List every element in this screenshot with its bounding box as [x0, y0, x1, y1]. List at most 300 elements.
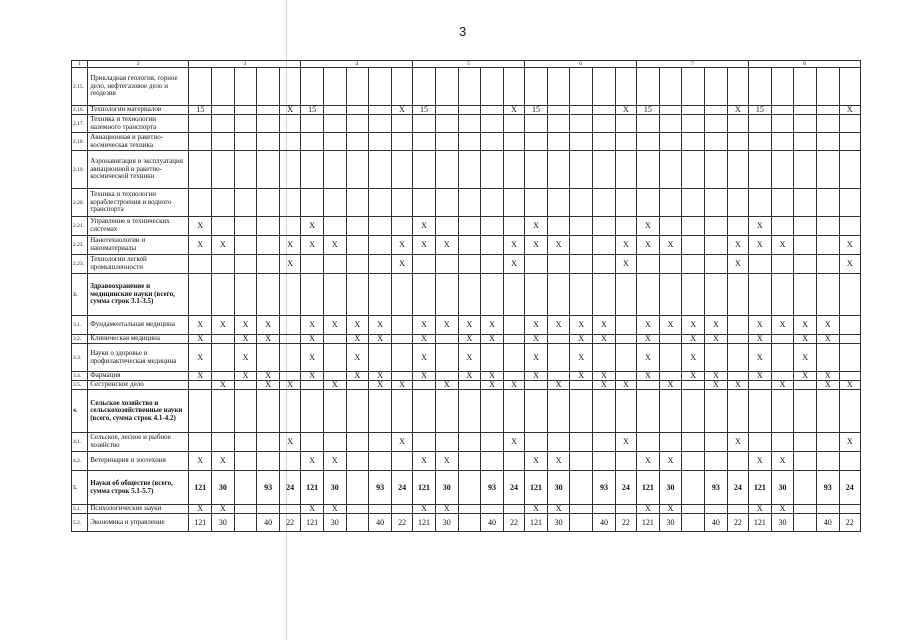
table-cell: [727, 217, 748, 236]
table-cell: [435, 133, 458, 151]
table-cell: [346, 471, 369, 505]
table-cell: X: [615, 236, 636, 255]
table-cell: [435, 115, 458, 133]
table-cell: [301, 433, 324, 452]
table-cell: [705, 344, 728, 372]
table-cell: [189, 433, 212, 452]
table-cell: [503, 151, 524, 189]
table-cell: 24: [839, 471, 860, 505]
table-cell: [839, 274, 860, 316]
table-cell: 22: [615, 514, 636, 532]
table-cell: [391, 274, 412, 316]
table-cell: [323, 151, 346, 189]
table-cell: [839, 372, 860, 381]
row-name: Технологии материалов: [88, 106, 189, 115]
table-cell: [189, 133, 212, 151]
table-cell: [839, 151, 860, 189]
table-cell: [682, 255, 705, 274]
table-cell: [212, 433, 235, 452]
table-cell: [705, 68, 728, 106]
row-name: Сестринское дело: [88, 381, 189, 390]
table-cell: [748, 274, 771, 316]
row-number: 4.2.: [72, 452, 88, 471]
table-cell: X: [301, 372, 324, 381]
table-cell: X: [659, 316, 682, 335]
table-cell: [593, 390, 616, 433]
table-cell: [301, 381, 324, 390]
row-number: 5.1.: [72, 505, 88, 514]
table-cell: [234, 381, 257, 390]
table-cell: X: [637, 344, 660, 372]
row-number: 2.22.: [72, 236, 88, 255]
row-name: Технологии легкой промышленности: [88, 255, 189, 274]
row-number: 3.2.: [72, 335, 88, 344]
table-cell: X: [369, 316, 392, 335]
table-cell: [323, 133, 346, 151]
table-cell: [771, 189, 794, 217]
table-cell: [547, 433, 570, 452]
table-cell: [593, 344, 616, 372]
table-cell: [301, 151, 324, 189]
table-cell: [346, 68, 369, 106]
table-cell: [257, 452, 280, 471]
table-cell: X: [257, 372, 280, 381]
table-cell: X: [525, 344, 548, 372]
table-cell: [280, 505, 301, 514]
table-cell: [771, 344, 794, 372]
table-cell: X: [346, 335, 369, 344]
row-number: 2.18.: [72, 133, 88, 151]
table-cell: [280, 133, 301, 151]
table-cell: [593, 68, 616, 106]
table-row: [72, 381, 861, 390]
table-cell: [234, 106, 257, 115]
row-name: Аэронавигация и эксплуатация авиационной и ракетно-космической техники: [88, 151, 189, 189]
table-cell: X: [839, 236, 860, 255]
table-row: [72, 344, 861, 372]
table-cell: [659, 115, 682, 133]
table-row: [72, 217, 861, 236]
table-cell: [615, 344, 636, 372]
table-cell: [570, 236, 593, 255]
table-cell: X: [212, 452, 235, 471]
table-cell: [593, 433, 616, 452]
table-cell: [481, 452, 504, 471]
table-row: [72, 433, 861, 452]
table-cell: X: [794, 316, 817, 335]
table-cell: [682, 133, 705, 151]
table-cell: [794, 217, 817, 236]
table-cell: [794, 390, 817, 433]
table-cell: [637, 390, 660, 433]
table-cell: [659, 372, 682, 381]
table-cell: [435, 390, 458, 433]
table-cell: X: [189, 236, 212, 255]
table-cell: [323, 217, 346, 236]
table-cell: 93: [481, 471, 504, 505]
table-cell: X: [547, 505, 570, 514]
table-cell: [593, 505, 616, 514]
table-cell: [659, 68, 682, 106]
table-cell: X: [705, 381, 728, 390]
table-cell: [257, 189, 280, 217]
table-cell: X: [234, 335, 257, 344]
table-header-row: [72, 61, 861, 68]
table-row: [72, 390, 861, 433]
table-cell: [346, 236, 369, 255]
table-cell: 24: [615, 471, 636, 505]
table-cell: [771, 390, 794, 433]
table-cell: [547, 115, 570, 133]
row-name: Психологические науки: [88, 505, 189, 514]
table-cell: [435, 344, 458, 372]
table-cell: [547, 274, 570, 316]
table-cell: X: [593, 372, 616, 381]
table-cell: [682, 505, 705, 514]
row-number: 3.5.: [72, 381, 88, 390]
table-cell: [727, 390, 748, 433]
table-cell: [705, 151, 728, 189]
table-cell: [323, 372, 346, 381]
table-cell: [615, 390, 636, 433]
column-header: 5: [413, 61, 525, 68]
table-cell: [659, 433, 682, 452]
table-cell: [369, 189, 392, 217]
table-cell: 121: [637, 514, 660, 532]
table-cell: [570, 115, 593, 133]
table-cell: [234, 68, 257, 106]
table-cell: [794, 106, 817, 115]
table-cell: [727, 68, 748, 106]
table-cell: 15: [637, 106, 660, 115]
table-cell: X: [525, 236, 548, 255]
table-cell: [481, 255, 504, 274]
table-cell: X: [458, 316, 481, 335]
table-cell: [570, 217, 593, 236]
table-cell: [458, 106, 481, 115]
table-cell: [234, 471, 257, 505]
table-cell: X: [771, 505, 794, 514]
table-cell: [682, 106, 705, 115]
table-cell: X: [748, 335, 771, 344]
table-cell: X: [748, 316, 771, 335]
table-cell: X: [771, 316, 794, 335]
table-cell: [705, 115, 728, 133]
table-cell: [794, 151, 817, 189]
table-cell: [234, 514, 257, 532]
table-cell: [346, 189, 369, 217]
table-cell: [503, 316, 524, 335]
table-cell: 24: [727, 471, 748, 505]
table-cell: [435, 151, 458, 189]
table-cell: X: [659, 452, 682, 471]
table-cell: X: [435, 316, 458, 335]
table-cell: 30: [659, 514, 682, 532]
table-cell: [705, 189, 728, 217]
table-cell: [771, 115, 794, 133]
table-cell: X: [323, 236, 346, 255]
data-table: [71, 60, 861, 532]
row-name: Науки об обществе (всего, сумма строк 5.1-5.7): [88, 471, 189, 505]
table-cell: [794, 452, 817, 471]
table-row: [72, 189, 861, 217]
row-name: Управление в технических системах: [88, 217, 189, 236]
table-cell: 40: [369, 514, 392, 532]
table-cell: [794, 381, 817, 390]
table-cell: [525, 189, 548, 217]
table-cell: X: [212, 236, 235, 255]
table-cell: [323, 189, 346, 217]
table-cell: [839, 505, 860, 514]
table-cell: X: [839, 106, 860, 115]
table-cell: X: [816, 335, 839, 344]
table-cell: X: [637, 335, 660, 344]
table-cell: X: [771, 381, 794, 390]
row-number: 2.19.: [72, 151, 88, 189]
table-cell: [727, 316, 748, 335]
table-cell: [525, 115, 548, 133]
table-cell: [659, 274, 682, 316]
table-cell: [323, 68, 346, 106]
table-cell: X: [391, 236, 412, 255]
table-cell: X: [481, 335, 504, 344]
table-cell: [816, 505, 839, 514]
table-cell: [547, 372, 570, 381]
table-cell: [481, 115, 504, 133]
table-cell: [547, 390, 570, 433]
row-number: 3.3.: [72, 344, 88, 372]
table-cell: [727, 115, 748, 133]
column-header: 6: [525, 61, 637, 68]
table-cell: X: [189, 316, 212, 335]
table-cell: 121: [748, 514, 771, 532]
table-cell: [257, 236, 280, 255]
table-row: [72, 274, 861, 316]
table-cell: X: [435, 452, 458, 471]
table-cell: [839, 316, 860, 335]
table-cell: 30: [435, 514, 458, 532]
table-cell: X: [346, 372, 369, 381]
table-cell: X: [189, 344, 212, 372]
table-cell: 40: [481, 514, 504, 532]
table-cell: [413, 189, 436, 217]
table-cell: [189, 189, 212, 217]
table-row: [72, 106, 861, 115]
table-cell: [816, 68, 839, 106]
table-cell: X: [503, 255, 524, 274]
table-cell: [816, 433, 839, 452]
table-cell: X: [481, 316, 504, 335]
table-cell: X: [280, 433, 301, 452]
table-cell: 30: [659, 471, 682, 505]
table-cell: [189, 274, 212, 316]
table-cell: [212, 115, 235, 133]
table-cell: [391, 189, 412, 217]
row-number: 5.: [72, 471, 88, 505]
table-cell: [346, 514, 369, 532]
table-cell: X: [458, 344, 481, 372]
table-cell: [547, 189, 570, 217]
table-cell: [727, 452, 748, 471]
table-cell: X: [301, 236, 324, 255]
table-cell: [615, 217, 636, 236]
table-cell: X: [547, 452, 570, 471]
table-cell: [570, 390, 593, 433]
table-cell: [570, 471, 593, 505]
table-cell: 40: [593, 514, 616, 532]
table-cell: [794, 236, 817, 255]
table-cell: [503, 217, 524, 236]
table-cell: X: [727, 106, 748, 115]
table-cell: X: [839, 433, 860, 452]
table-cell: [413, 151, 436, 189]
table-cell: X: [727, 255, 748, 274]
table-cell: [212, 390, 235, 433]
table-cell: X: [212, 381, 235, 390]
table-cell: [301, 390, 324, 433]
table-cell: 93: [593, 471, 616, 505]
table-cell: [637, 68, 660, 106]
table-cell: X: [301, 217, 324, 236]
table-cell: [481, 390, 504, 433]
table-cell: [280, 344, 301, 372]
table-cell: [682, 452, 705, 471]
table-cell: 121: [637, 471, 660, 505]
row-name: Экономика и управление: [88, 514, 189, 532]
table-cell: [748, 390, 771, 433]
table-cell: 24: [503, 471, 524, 505]
table-cell: [794, 68, 817, 106]
table-cell: [503, 505, 524, 514]
table-cell: [659, 217, 682, 236]
table-cell: 30: [547, 514, 570, 532]
table-cell: [547, 68, 570, 106]
table-cell: 93: [816, 471, 839, 505]
table-cell: [189, 115, 212, 133]
table-cell: [593, 255, 616, 274]
table-cell: [481, 106, 504, 115]
table-cell: [503, 68, 524, 106]
table-cell: [391, 390, 412, 433]
table-cell: [481, 151, 504, 189]
table-cell: [413, 433, 436, 452]
table-cell: [212, 106, 235, 115]
table-cell: [435, 433, 458, 452]
table-cell: [413, 133, 436, 151]
table-cell: X: [637, 505, 660, 514]
table-cell: [257, 133, 280, 151]
table-cell: 121: [189, 471, 212, 505]
table-cell: [435, 106, 458, 115]
table-cell: [525, 433, 548, 452]
table-cell: [816, 255, 839, 274]
table-cell: [659, 335, 682, 344]
table-cell: [257, 255, 280, 274]
table-cell: [280, 68, 301, 106]
table-cell: [458, 274, 481, 316]
table-cell: [794, 255, 817, 274]
table-cell: [748, 115, 771, 133]
table-cell: [369, 236, 392, 255]
table-cell: [570, 505, 593, 514]
table-cell: X: [280, 236, 301, 255]
table-cell: [481, 217, 504, 236]
table-cell: [705, 217, 728, 236]
table-row: [72, 115, 861, 133]
table-cell: [525, 68, 548, 106]
table-cell: [481, 274, 504, 316]
table-cell: [816, 452, 839, 471]
table-cell: [458, 189, 481, 217]
table-cell: [435, 189, 458, 217]
table-cell: [301, 115, 324, 133]
table-cell: [257, 344, 280, 372]
table-cell: [547, 151, 570, 189]
table-cell: [593, 133, 616, 151]
table-cell: [794, 433, 817, 452]
table-cell: [323, 344, 346, 372]
table-cell: [503, 189, 524, 217]
table-cell: [593, 236, 616, 255]
table-cell: [212, 335, 235, 344]
table-cell: X: [301, 344, 324, 372]
table-cell: X: [458, 372, 481, 381]
table-cell: [547, 344, 570, 372]
row-name: Ветеринария и зоотехния: [88, 452, 189, 471]
table-cell: X: [212, 505, 235, 514]
table-cell: [369, 255, 392, 274]
table-cell: X: [525, 316, 548, 335]
table-cell: [816, 189, 839, 217]
table-cell: [189, 68, 212, 106]
row-number: 2.15.: [72, 68, 88, 106]
table-cell: [458, 381, 481, 390]
table-cell: [234, 236, 257, 255]
table-cell: [637, 133, 660, 151]
table-cell: [682, 217, 705, 236]
table-cell: [593, 151, 616, 189]
table-cell: X: [682, 335, 705, 344]
table-cell: [615, 68, 636, 106]
table-cell: X: [570, 372, 593, 381]
table-cell: [257, 151, 280, 189]
table-cell: [369, 344, 392, 372]
table-cell: [682, 514, 705, 532]
table-cell: [659, 189, 682, 217]
row-number: 4.1.: [72, 433, 88, 452]
table-cell: X: [839, 381, 860, 390]
table-cell: X: [748, 217, 771, 236]
table-cell: [682, 471, 705, 505]
table-cell: X: [525, 452, 548, 471]
table-cell: X: [413, 344, 436, 372]
table-cell: 22: [391, 514, 412, 532]
table-cell: X: [615, 255, 636, 274]
table-cell: [771, 335, 794, 344]
table-cell: [212, 68, 235, 106]
table-cell: [503, 372, 524, 381]
table-cell: X: [346, 344, 369, 372]
table-cell: [682, 433, 705, 452]
table-cell: [212, 344, 235, 372]
table-cell: [593, 274, 616, 316]
table-cell: X: [280, 381, 301, 390]
table-cell: [705, 255, 728, 274]
table-cell: [435, 274, 458, 316]
table-cell: X: [481, 381, 504, 390]
table-cell: X: [816, 372, 839, 381]
table-cell: [280, 452, 301, 471]
